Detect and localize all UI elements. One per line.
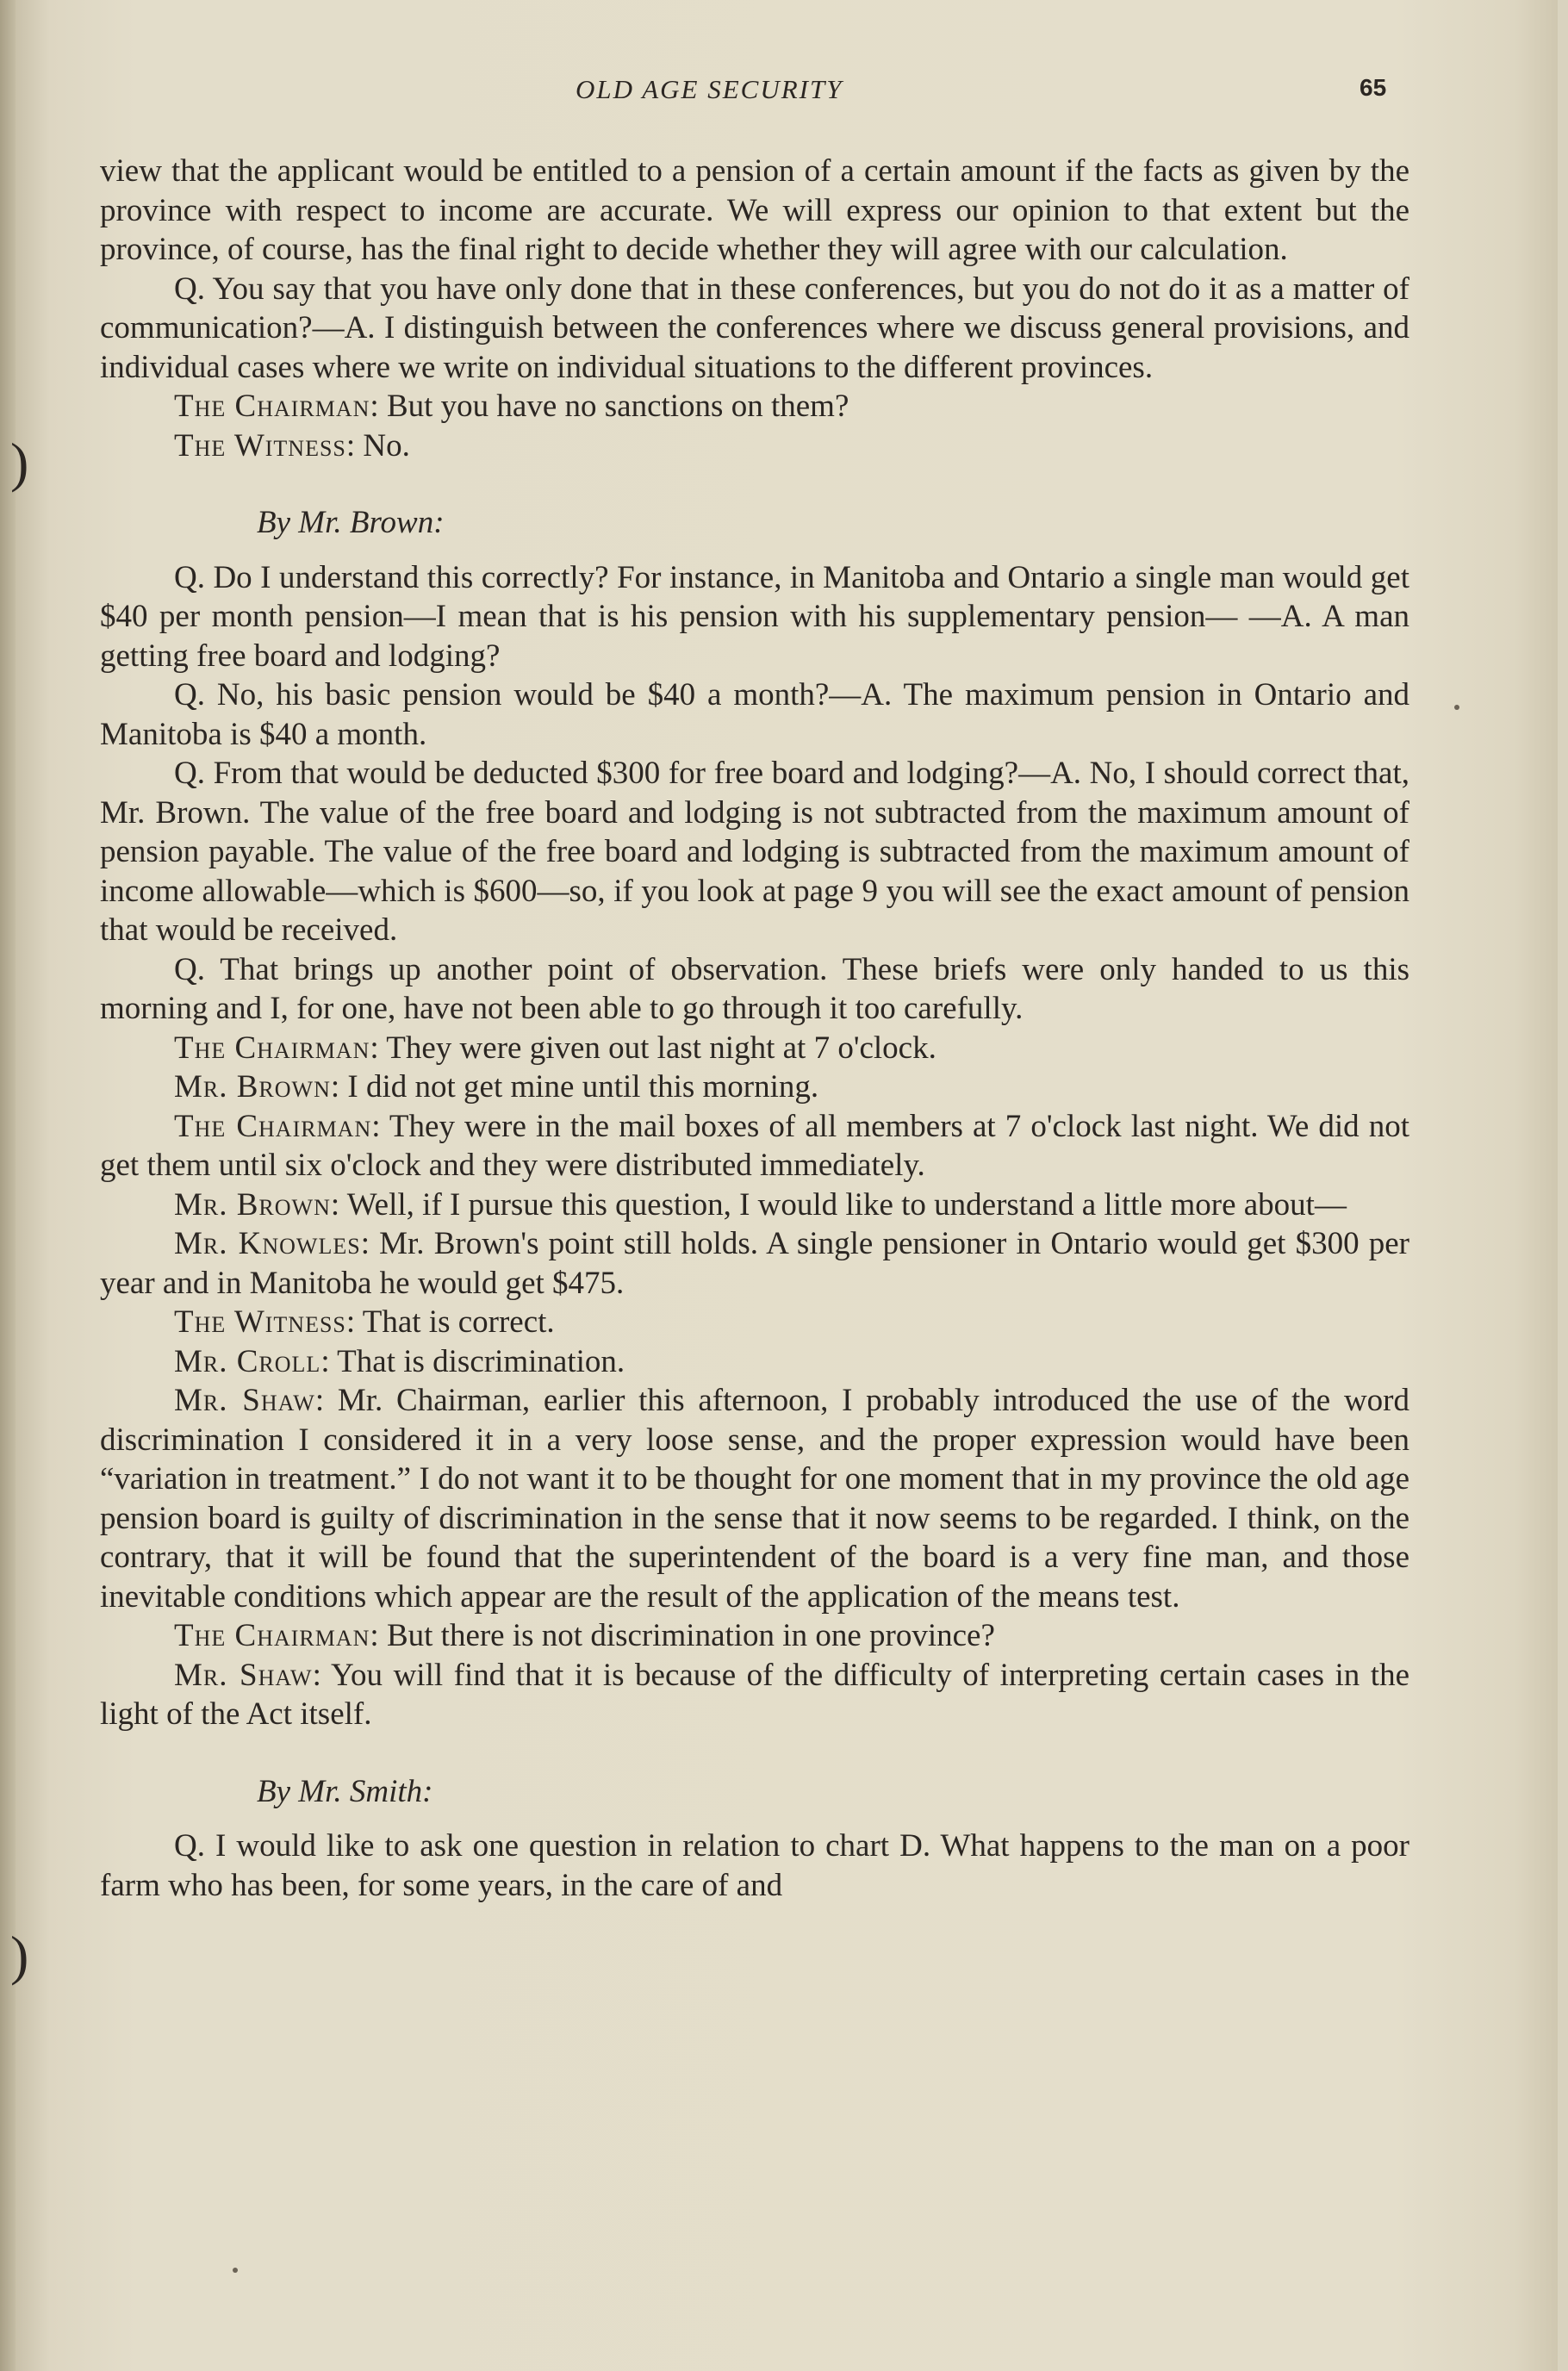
speaker-name: Mr. Shaw [174,1383,315,1418]
speaker-name: The Chairman [174,389,370,424]
examiner-byline: By Mr. Brown: [257,505,445,540]
running-title: OLD AGE SECURITY [576,74,843,104]
speaker-name: The Witness [174,1304,346,1340]
speech-text: : Well, if I pursue this question, I would like to understand a little more about— [330,1186,1347,1223]
speech-text: : That is correct. [345,1304,555,1340]
examiner-byline: By Mr. Smith: [257,1773,433,1809]
speech-text: : That is discrimination. [320,1343,625,1379]
speech-line [100,1381,1409,1616]
speech-line [100,1186,1409,1225]
speaker-name: The Chairman [174,1108,372,1144]
question-paragraph: Q. You say that you have only done that in these conferences, but you do not do it as a matter of communication?—A. I distinguish between the conferences where we discuss general provisions, and individual cases where we write on individual situations to the different provinces. [100,271,1409,385]
ink-speck [1454,705,1459,710]
speech-line [100,1107,1409,1186]
speech-text: : No. [345,427,410,464]
speech-line [100,1616,1409,1656]
margin-bracket-mark: ) [10,1925,29,1986]
speech-line [100,1342,1409,1382]
speech-line [100,1656,1409,1734]
speech-text: : They were given out last night at 7 o'clock. [370,1030,936,1066]
speaker-name: Mr. Knowles [174,1226,361,1261]
speech-line [100,1029,1409,1068]
question-paragraph: Q. No, his basic pension would be $40 a month?—A. The maximum pension in Ontario and Manitoba is $40 a month. [100,677,1409,752]
speech-line [100,1067,1409,1107]
speaker-name: Mr. Croll [174,1343,321,1379]
speech-text: : Mr. Chairman, earlier this afternoon, I probably introduced the use of the word discrimination I considered it in a very loose sense, and the proper expression would have been “variation in treatment.” I do not want it to be thought for one moment that in my province the old age pension board is guilty of discrimination in the sense that it now seems to be regarded. I think, on the contrary, that it will be found that the superintendent of the board is a very fine man, and those inevitable conditions which appear are the result of the application of the means test. [100,1383,1409,1615]
speech-line [100,387,1409,426]
speech-text: : You will find that it is because of the difficulty of interpreting certain cases in the light of the Act itself. [100,1657,1409,1732]
speech-line [100,426,1409,466]
page-number: 65 [1360,74,1387,101]
question-paragraph: Q. Do I understand this correctly? For instance, in Manitoba and Ontario a single man would get $40 per month pension—I mean that is his pension with his supplementary pension— —A. A man getting free board and lodging? [100,559,1409,674]
question-paragraph: Q. That brings up another point of observation. These briefs were only handed to us this morning and I, for one, have not been able to go through it too carefully. [100,951,1409,1026]
speech-text: : Mr. Brown's point still holds. A single pensioner in Ontario would get $300 per year and in Manitoba he would get $475. [100,1226,1409,1301]
question-paragraph: Q. From that would be deducted $300 for free board and lodging?—A. No, I should correct that, Mr. Brown. The value of the free board and lodging is not subtracted from the maximum amount of pension payable. The value of the free board and lodging is subtracted from the maximum amount of income allowable—which is $600—so, if you look at page 9 you will see the exact amount of pension that would be received. [100,756,1409,948]
speaker-name: Mr. Brown [174,1186,331,1223]
page-body [100,152,1409,1905]
question-paragraph: Q. I would like to ask one question in relation to chart D. What happens to the man on a poor farm who has been, for some years, in the care of and [100,1828,1409,1903]
speech-text: : But you have no sanctions on them? [370,389,849,424]
page-header [16,74,1558,117]
speaker-name: The Chairman [174,1030,370,1066]
speaker-name: The Witness [174,427,346,464]
speech-text: : They were in the mail boxes of all members at 7 o'clock last night. We did not get them until six o'clock and they were distributed immediately. [100,1108,1409,1183]
book-spine-edge [0,0,16,2371]
speaker-name: Mr. Shaw [174,1657,313,1693]
speech-text: : But there is not discrimination in one province? [370,1618,995,1653]
speech-line [100,1224,1409,1303]
speaker-name: Mr. Brown [174,1069,331,1105]
speech-text: : I did not get mine until this morning. [330,1069,819,1105]
document-page [10,0,1558,2371]
speaker-name: The Chairman [174,1618,370,1653]
speech-line [100,1303,1409,1342]
ink-speck [233,2268,238,2273]
paragraph: view that the applicant would be entitled to a pension of a certain amount if the facts as given by the province with respect to income are accurate. We will express our opinion to that extent but the province, of course, has the final right to decide whether they will agree with our calculation. [100,153,1409,267]
margin-bracket-mark: ) [10,432,29,493]
